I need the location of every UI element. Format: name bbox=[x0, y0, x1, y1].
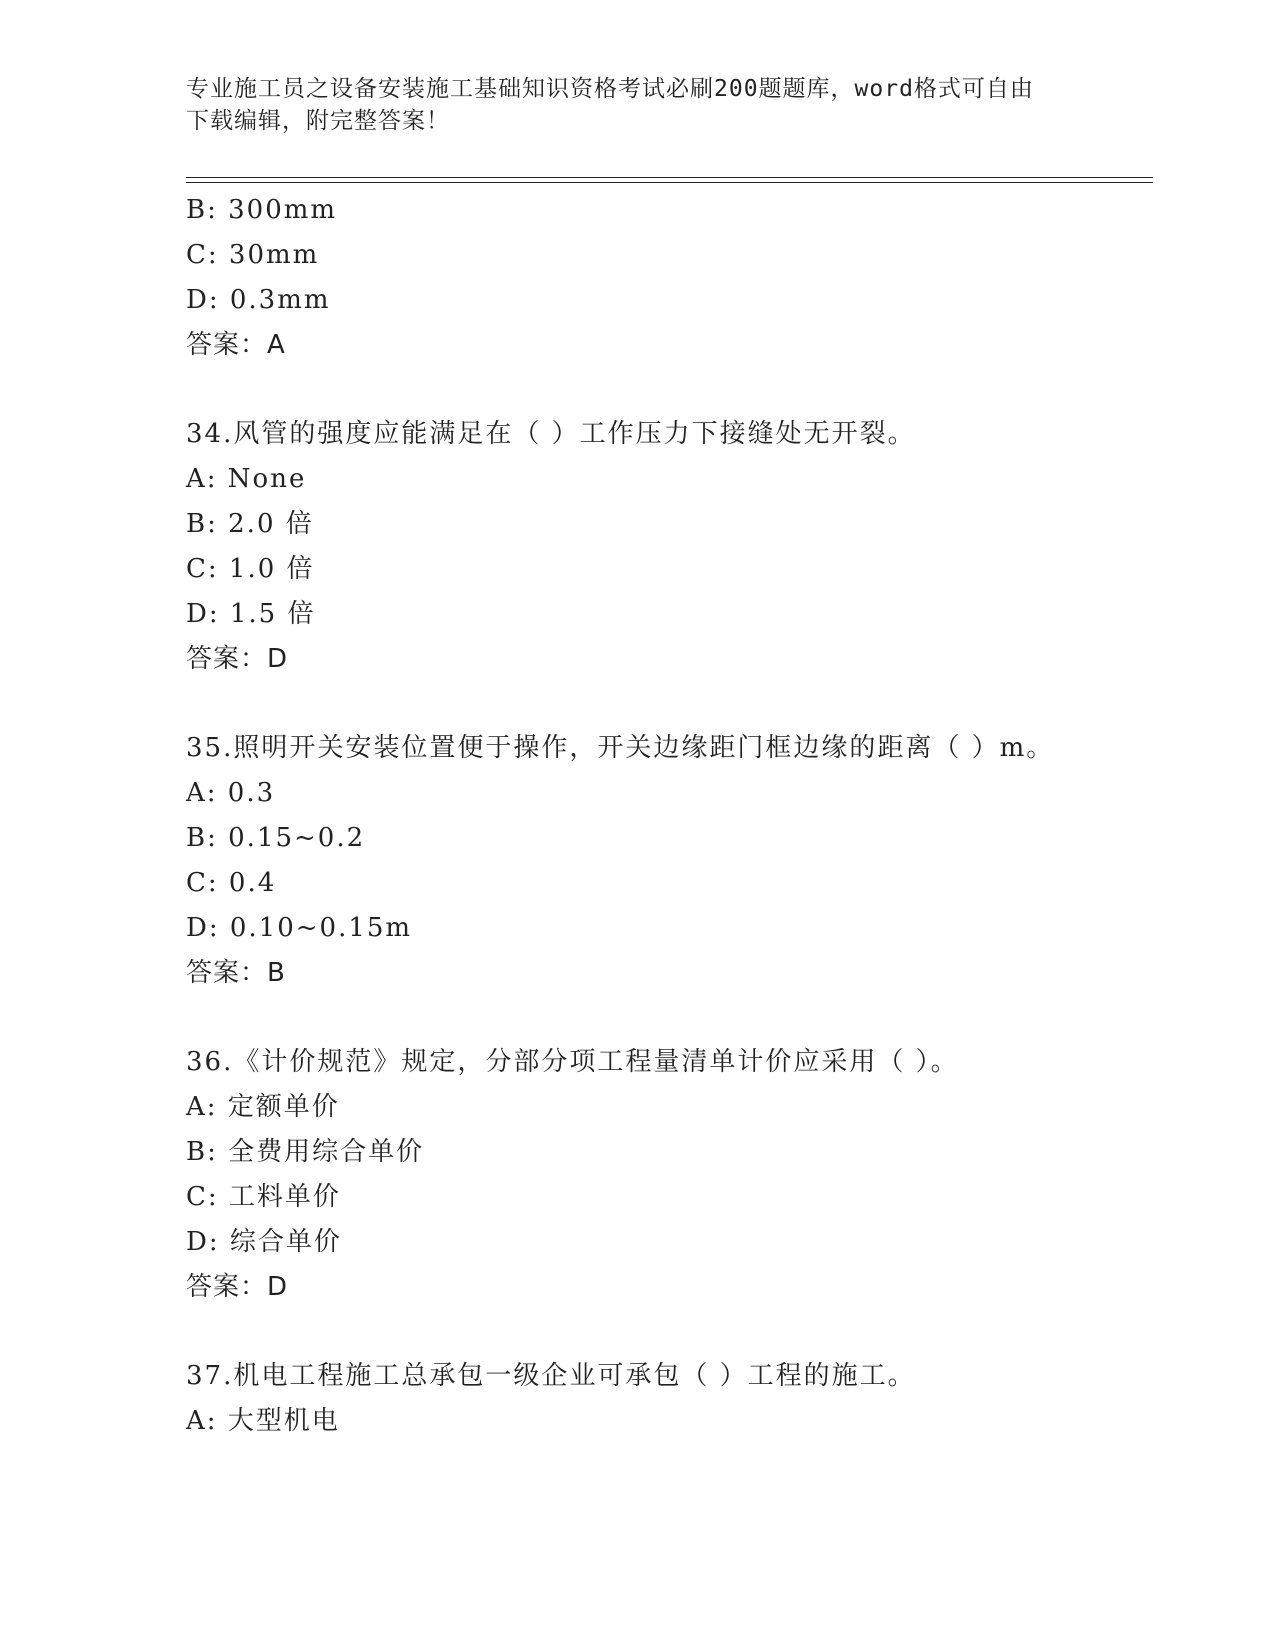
option-c: C: 30mm bbox=[186, 240, 320, 270]
option-a: A: 定额单价 bbox=[186, 1092, 340, 1122]
answer: 答案：D bbox=[186, 644, 289, 674]
header-line-2: 下载编辑，附完整答案！ bbox=[186, 108, 450, 134]
option-c: C: 0.4 bbox=[186, 868, 277, 898]
answer: 答案：A bbox=[186, 330, 286, 360]
option-a: A: None bbox=[186, 464, 307, 494]
option-d: D: 0.10~0.15m bbox=[186, 913, 413, 943]
answer: 答案：B bbox=[186, 958, 286, 988]
document-header bbox=[186, 73, 1076, 137]
answer: 答案：D bbox=[186, 1272, 289, 1302]
header-divider-bottom bbox=[186, 182, 1153, 183]
option-d: D: 0.3mm bbox=[186, 285, 331, 315]
question-stem: 35.照明开关安装位置便于操作，开关边缘距门框边缘的距离（ ）m。 bbox=[186, 733, 1055, 763]
header-divider-top bbox=[186, 177, 1153, 178]
option-b: B: 全费用综合单价 bbox=[186, 1137, 425, 1167]
option-c: C: 工料单价 bbox=[186, 1182, 341, 1212]
option-c: C: 1.0 倍 bbox=[186, 554, 315, 584]
option-d: D: 综合单价 bbox=[186, 1227, 342, 1257]
question-stem: 37.机电工程施工总承包一级企业可承包（ ）工程的施工。 bbox=[186, 1361, 916, 1391]
option-a: A: 0.3 bbox=[186, 778, 276, 808]
question-stem: 36.《计价规范》规定，分部分项工程量清单计价应采用（ ）。 bbox=[186, 1047, 959, 1077]
option-b: B: 300mm bbox=[186, 195, 338, 225]
header-line-1: 专业施工员之设备安装施工基础知识资格考试必刷200题题库，word格式可自由 bbox=[186, 76, 1034, 102]
option-b: B: 0.15~0.2 bbox=[186, 823, 366, 853]
option-d: D: 1.5 倍 bbox=[186, 599, 316, 629]
option-b: B: 2.0 倍 bbox=[186, 509, 314, 539]
option-a: A: 大型机电 bbox=[186, 1406, 340, 1436]
question-stem: 34.风管的强度应能满足在（ ）工作压力下接缝处无开裂。 bbox=[186, 419, 916, 449]
